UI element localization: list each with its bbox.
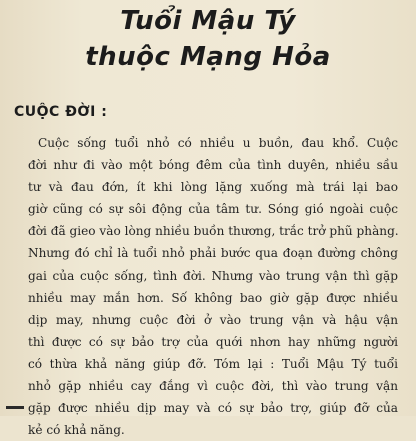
body-line: có thừa khả năng giúp đỡ. Tóm lại : Tuổi Mậu Tý tuổi (28, 356, 398, 371)
body-line: gai của cuộc sống, tình đời. Nhưng vào trung vận thì gặp (28, 268, 398, 283)
body-line: dịp may, nhưng cuộc đời ở vào trung vận và hậu vận (28, 312, 398, 327)
body-line: Nhưng đó chỉ là tuổi nhỏ phải bước qua đoạn đường chông (28, 246, 398, 261)
title-line-1: Tuổi Mậu Tý (120, 6, 296, 36)
cropped-next-line-fragment (6, 406, 24, 419)
body-line: đời đã gieo vào lòng nhiều buồn thương, trắc trở phũ phàng. (28, 224, 399, 239)
body-line: giờ cũng có sự sôi động của tâm tư. Sóng gió ngoài cuộc (28, 202, 398, 217)
body-line: đời như đi vào một bóng đêm của tình duyên, nhiều sầu (28, 158, 398, 173)
body-line: Cuộc sống tuổi nhỏ có nhiều u buồn, đau khổ. Cuộc (38, 136, 398, 150)
body-line: nhỏ gặp nhiều cay đắng vì cuộc đời, thì vào trung vận (28, 379, 398, 394)
section-heading: CUỘC ĐỜI : (14, 104, 108, 120)
body-line: nhiều may mắn hơn. Số không bao giờ gặp được nhiều (28, 290, 398, 305)
body-line: kẻ có khả năng. (28, 423, 125, 438)
body-text (28, 132, 398, 441)
body-line: tư và đau đớn, ít khi lòng lặng xuống mà trái lại bao (28, 180, 398, 195)
body-line: thì được có sự bảo trợ của quới nhơn hay những người (28, 334, 398, 349)
body-line: gặp được nhiều dịp may và có sự bảo trợ, giúp đỡ của (28, 401, 398, 416)
title-line-2: thuộc Mạng Hỏa (85, 42, 331, 72)
